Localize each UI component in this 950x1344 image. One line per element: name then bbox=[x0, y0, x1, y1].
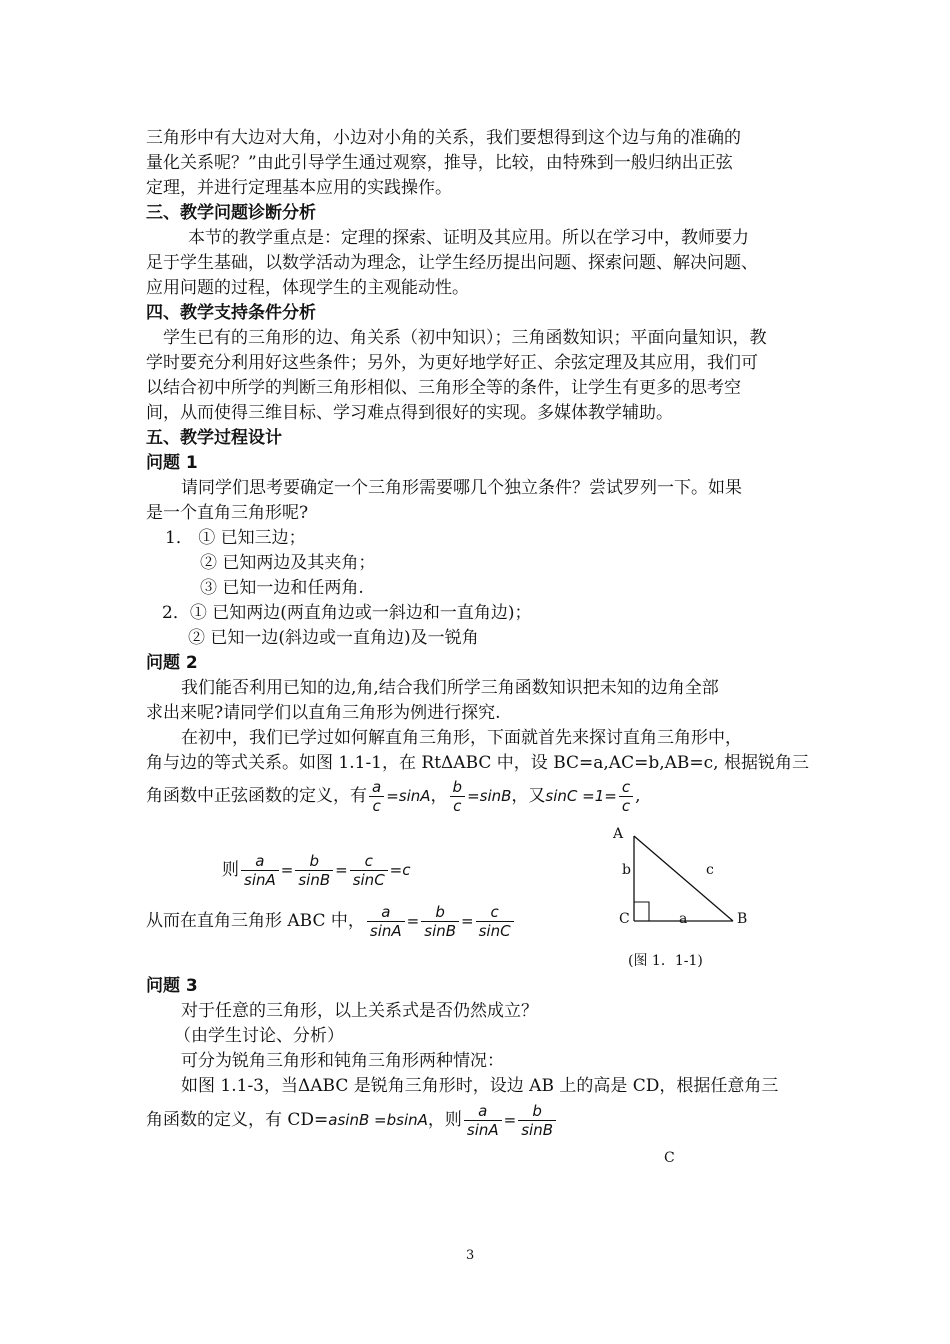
page-number: 3 bbox=[466, 1248, 475, 1263]
fraction: $\frac{a}{\sin A}$ bbox=[464, 1102, 502, 1139]
figure-caption: (图 1．1-1) bbox=[628, 953, 703, 969]
side-label-c: c bbox=[706, 862, 714, 878]
paragraph-line: 应用问题的过程，体现学生的主观能动性。 bbox=[146, 278, 469, 298]
paragraph-line: 间，从而使得三维目标、学习难点得到很好的实现。多媒体教学辅助。 bbox=[146, 403, 673, 423]
paragraph-line: 定理，并进行定理基本应用的实践操作。 bbox=[146, 178, 452, 198]
list-item: 1． ① 已知三边； bbox=[165, 528, 306, 548]
paragraph-line: 我们能否利用已知的边,角,结合我们所学三角函数知识把未知的边角全部 bbox=[181, 678, 719, 698]
formula-line: 则 $\frac{a}{\sin A}$ = $\frac{b}{\sin B}$ = $\frac{c}{\sin C}$ =c bbox=[222, 852, 411, 889]
paragraph-line: 可分为锐角三角形和钝角三角形两种情况： bbox=[181, 1051, 504, 1071]
section-heading: 五、教学过程设计 bbox=[146, 428, 282, 448]
paragraph-line: 对于任意的三角形，以上关系式是否仍然成立？ bbox=[181, 1001, 538, 1021]
section-heading: 四、教学支持条件分析 bbox=[146, 303, 316, 323]
list-item: 2．① 已知两边(两直角边或一斜边和一直角边)； bbox=[162, 603, 532, 623]
paragraph-line: 学时要充分利用好这些条件；另外，为更好地学好正、余弦定理及其应用，我们可 bbox=[146, 353, 758, 373]
question-heading: 问题 1 bbox=[146, 453, 198, 473]
paragraph-line: 量化关系呢？”由此引导学生通过观察，推导，比较，由特殊到一般归纳出正弦 bbox=[146, 153, 733, 173]
paragraph-line: 本节的教学重点是：定理的探索、证明及其应用。所以在学习中，教师要力 bbox=[188, 228, 749, 248]
paragraph-line: （由学生讨论、分析） bbox=[174, 1026, 344, 1046]
right-angle-mark bbox=[634, 902, 649, 921]
paragraph-line: 请同学们思考要确定一个三角形需要哪几个独立条件？尝试罗列一下。如果 bbox=[181, 478, 742, 498]
paragraph-line: 在初中，我们已学过如何解直角三角形，下面就首先来探讨直角三角形中， bbox=[181, 728, 742, 748]
fraction: $\frac{c}{\sin C}$ bbox=[476, 903, 514, 940]
fraction: $\frac{c}{c}$ bbox=[619, 778, 633, 815]
paragraph-line: 学生已有的三角形的边、角关系（初中知识）；三角函数知识；平面向量知识，教 bbox=[163, 328, 767, 348]
paragraph-line: 以结合初中所学的判断三角形相似、三角形全等的条件，让学生有更多的思考空 bbox=[146, 378, 741, 398]
vertex-label-C-next-figure: C bbox=[664, 1150, 675, 1166]
vertex-label-B: B bbox=[737, 911, 748, 927]
list-item: ② 已知两边及其夹角； bbox=[200, 553, 376, 573]
side-label-a: a bbox=[679, 911, 688, 927]
formula-line: 角函数中正弦函数的定义，有 $\frac{a}{c}$ =sinA， $\frac{b}{c}$ =sinB，又sinC =1= $\frac{c}{c}$ , bbox=[146, 778, 641, 815]
vertex-label-A: A bbox=[613, 826, 624, 842]
paragraph-line: 求出来呢?请同学们以直角三角形为例进行探究. bbox=[146, 703, 501, 723]
fraction: $\frac{a}{\sin A}$ bbox=[367, 903, 405, 940]
fraction: $\frac{b}{c}$ bbox=[450, 778, 466, 815]
side-label-b: b bbox=[622, 862, 631, 878]
fraction: $\frac{b}{\sin B}$ bbox=[295, 852, 333, 889]
fraction: $\frac{b}{\sin B}$ bbox=[518, 1102, 556, 1139]
question-heading: 问题 2 bbox=[146, 653, 198, 673]
paragraph-line: 角与边的等式关系。如图 1.1-1，在 RtΔABC 中，设 BC=a,AC=b,AB=c, 根据锐角三 bbox=[146, 753, 809, 773]
fraction: $\frac{b}{\sin B}$ bbox=[421, 903, 459, 940]
paragraph-line: 足于学生基础，以数学活动为理念，让学生经历提出问题、探索问题、解决问题、 bbox=[146, 253, 758, 273]
formula-line: 从而在直角三角形 ABC 中， $\frac{a}{\sin A}$ = $\frac{b}{\sin B}$ = $\frac{c}{\sin C}$ bbox=[146, 903, 516, 940]
vertex-label-C: C bbox=[619, 911, 630, 927]
paragraph-line: 是一个直角三角形呢? bbox=[146, 503, 309, 523]
formula-line: 角函数的定义，有 CD=asinB =bsinA，则 $\frac{a}{\sin A}$ = $\frac{b}{\sin B}$ bbox=[146, 1102, 558, 1139]
section-heading: 三、教学问题诊断分析 bbox=[146, 203, 316, 223]
paragraph-line: 如图 1.1-3，当ΔABC 是锐角三角形时，设边 AB 上的高是 CD，根据任意角三 bbox=[181, 1076, 779, 1096]
list-item: ③ 已知一边和任两角. bbox=[200, 578, 364, 598]
list-item: ② 已知一边(斜边或一直角边)及一锐角 bbox=[188, 628, 479, 648]
fraction: $\frac{a}{\sin A}$ bbox=[241, 852, 279, 889]
fraction: $\frac{c}{\sin C}$ bbox=[350, 852, 388, 889]
fraction: $\frac{a}{c}$ bbox=[369, 778, 384, 815]
question-heading: 问题 3 bbox=[146, 976, 198, 996]
paragraph-line: 三角形中有大边对大角，小边对小角的关系，我们要想得到这个边与角的准确的 bbox=[146, 128, 741, 148]
